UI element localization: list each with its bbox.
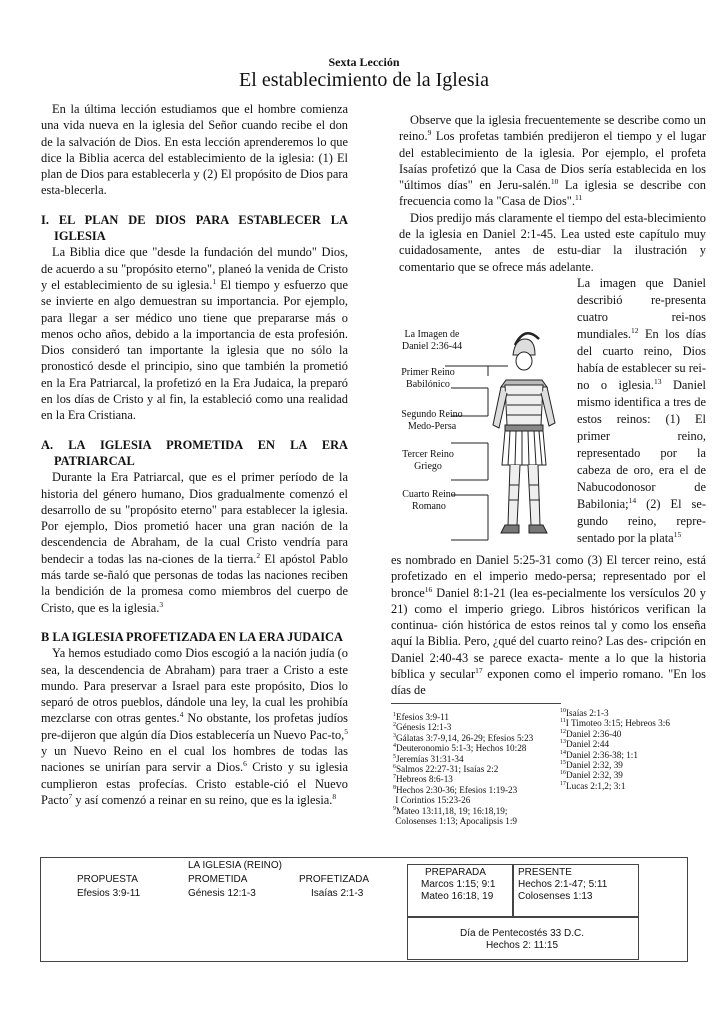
footnote-right-7: $^{17}$Lucas 2:1,2; 3:1: [560, 780, 626, 791]
page-title: El establecimiento de la Iglesia: [239, 69, 489, 91]
footnote-right-3: $^{13}$Daniel 2:44: [560, 739, 610, 750]
left-paragraph-0: En la última lección estudiamos que el hombre comienza una vida nueva en la iglesia del Señor cuando recibe el don de la salvación de Dios. En esta lección aprenderemos lo que dice la Biblia acerca del establecimiento de la iglesia: (1) El plan de Dios para establecerla y (2) El propósito de Dios para esta-blecerla.: [41, 102, 348, 198]
label-tercer-reino: [393, 449, 463, 473]
left-paragraph-2: La Biblia dice que "desde la fundación del mundo" Dios, de acuerdo a su "propósito eterno", planeó la venida de Cristo y el establecimiento de su iglesia.$^1$ El tiempo y esfuerzo que se invierte en algo demuestran su importancia. Por ejemplo, para llegar a ser médico uno tiene que prepararse más o menos ocho años, debido a la importancia de esta profesión. Dios consideró tan importante la iglesia que no sólo la pronosticó desde el principio, sino que también la prometió en la Era Patriarcal, la profetizó en la Era Judaica, la preparó en los días de Cristo y al fin, la estableció como una realidad en la Era Cristiana.: [41, 245, 348, 423]
presente-ref2: Colosenses 1:13: [518, 891, 593, 902]
timeline-heading: LA IGLESIA (REINO): [188, 860, 282, 871]
lesson-number: Sexta Lección: [328, 55, 400, 69]
label-cuarto-line2: Romano: [412, 501, 446, 512]
left-heading-5: B LA IGLESIA PROFETIZADA EN LA ERA JUDAICA: [41, 629, 343, 644]
footnotes-right: [560, 708, 710, 791]
label-imagen-line1: La Imagen de: [404, 329, 460, 340]
footnote-left-8: I Corintios 15:23-26: [393, 795, 471, 806]
footnote-right-4: $^{14}$Daniel 2:36-38; 1:1: [560, 749, 638, 760]
label-primer-line2: Babilónico: [406, 379, 450, 390]
propuesta-ref: Efesios 3:9-11: [77, 888, 141, 899]
footnote-left-1: $^2$Génesis 12:1-3: [393, 722, 452, 733]
left-paragraph-6: Ya hemos estudiado como Dios escogió a la nación judía (o sea, la descendencia de Abraham) para traer a Cristo a este mundo. Para preservar a Israel para este propósito, Dios lo separó de otros pueblos, dándole una ley, la cual les prohibía mezclarse con otras gentes.$^4$ No obstante, los profetas judíos pre-dijeron que algún día Dios establecería un Nuevo Pac-to,$^5$ y un Nuevo Reino en el cual los hombres de todas las naciones se unirían para servir a Dios.$^6$ Cristo y su iglesia cumplieron estas profecías. Cristo estable-ció el Nuevo Pacto$^7$ y así comenzó a reinar en su reino, que es la iglesia.$^8$: [41, 646, 349, 807]
footnote-left-2: $^3$Gálatas 3:7-9,14, 26-29; Efesios 5:23: [393, 732, 534, 743]
label-segundo-reino: [393, 409, 471, 433]
right-paragraph-0: Observe que la iglesia frecuentemente se describe como un reino.$^9$ Los profetas también predijeron el tiempo y el lugar del establecimiento de la iglesia. Por ejemplo, el profeta Isaías profetizó que la Casa de Dios sería establecida en los "últimos días" en Jeru-salén.$^{10}$ La iglesia se describe con frecuencia como la "Casa de Dios".$^{11}$: [399, 113, 706, 209]
footnote-right-0: $^{10}$Isaías 2:1-3: [560, 707, 609, 718]
left-paragraph-4: Durante la Era Patriarcal, que es el primer período de la historia del género humano, Dios gradualmente comenzó el desarrollo de su "propósito eterno" para establecer la iglesia. Por ejemplo, Dios prometió hacer una gran nación de la descendencia de Abraham, de la cual Cristo vendría para bendecir a todas las na-ciones de la tierra.$^2$ El apóstol Pablo más tarde se-ñaló que personas de todas las naciones reciben la bendición de la promesa como miembros del cuerpo de Cristo, que es la iglesia.$^3$: [41, 470, 348, 615]
footnotes-left: [393, 712, 568, 826]
preparada-label: PREPARADA: [425, 867, 486, 878]
profetizada-ref: Isaías 2:1-3: [311, 888, 364, 899]
footnote-left-9: $^9$Mateo 13:11,18, 19; 16:18,19;: [393, 805, 508, 816]
footnote-left-5: $^6$Salmos 22:27-31; Isaías 2:2: [393, 763, 499, 775]
footnote-left-3: $^4$Deuteronomio 5:1-3; Hechos 10:28: [393, 743, 527, 754]
prometida-ref: Génesis 12:1-3: [188, 888, 256, 899]
daniel-statue-figure: [393, 325, 576, 547]
left-column: [41, 101, 348, 808]
footnote-right-6: $^{16}$Daniel 2:32, 39: [560, 770, 623, 781]
footnote-left-4: $^5$Jeremías 31:31-34: [393, 753, 464, 764]
presente-ref1: Hechos 2:1-47; 5:11: [518, 879, 608, 890]
right-column-side: La imagen que Daniel describió re-presenta cuatro rei-nos mundiales.$^{12}$ En los días del cuarto reino, Dios había de establecer su rei-no o iglesia.$^{13}$ Daniel mismo identifica a tres de estos reinos: (1) El primer reino, representado por la cabeza de oro, era el de Nabucodonosor de Babilonia;$^{14}$ (2) El se-gundo reino, repre-sentado por la plata$^{15}$: [577, 276, 706, 545]
preparada-ref1: Marcos 1:15; 9:1: [421, 879, 496, 890]
left-heading-3: A. LA IGLESIA PROMETIDA EN LA ERA PATRIARCAL: [41, 437, 348, 468]
label-tercer-line2: Griego: [414, 461, 442, 472]
label-imagen-line2: Daniel 2:36-44: [401, 341, 463, 352]
footnote-right-2: $^{12}$Daniel 2:36-40: [560, 728, 622, 739]
timeline-table: [40, 857, 688, 962]
footnote-left-7: $^8$Hechos 2:30-36; Efesios 1:19-23: [393, 784, 518, 795]
label-imagen: [393, 329, 471, 353]
presente-label: PRESENTE: [518, 867, 572, 878]
preparada-ref2: Mateo 16:18, 19: [421, 891, 494, 902]
prometida-label: PROMETIDA: [188, 874, 248, 885]
footnote-left-0: $^1$Efesios 3:9-11: [393, 711, 449, 722]
pentecost-line1: Día de Pentecostés 33 D.C.: [460, 928, 584, 939]
right-paragraph-1: Dios predijo más claramente el tiempo del esta-blecimiento de la iglesia en Daniel 2:1-45. Lea usted este capítulo muy cuidadosamente, antes de estu-diar la ilustración y comentario que se ofrece más adelante.: [399, 210, 706, 274]
label-segundo-line2: Medo-Persa: [407, 421, 457, 432]
right-column-top: [399, 112, 706, 275]
footnote-left-10: Colosenses 1:13; Apocalipsis 1:9: [393, 816, 518, 827]
profetizada-label: PROFETIZADA: [299, 874, 370, 885]
label-primer-reino: [393, 367, 463, 391]
label-segundo-line1: Segundo Reino: [401, 409, 463, 420]
propuesta-label: PROPUESTA: [77, 874, 138, 885]
footnote-right-5: $^{15}$Daniel 2:32, 39: [560, 759, 623, 771]
footnote-left-6: $^7$Hebreos 8:6-13: [393, 774, 453, 785]
label-tercer-line1: Tercer Reino: [402, 449, 454, 460]
left-heading-1: I. EL PLAN DE DIOS PARA ESTABLECER LA IGLESIA: [41, 212, 348, 244]
footnote-right-1: $^{11}$I Timoteo 3:15; Hebreos 3:6: [560, 718, 670, 729]
label-primer-line1: Primer Reino: [401, 367, 455, 378]
right-column-bottom: es nombrado en Daniel 5:25-31 como (3) El tercer reino, está profetizado en el imperio medo-persa; representado por el bronce$^{16}$ Daniel 8:1-21 (lea es-pecialmente los versículos 20 y 21) como el imperio griego. Libros históricos verifican la continua- ción histórica de estos reinos tal y como los enseña aquí la Biblia. Pero, ¿qué del cuarto reino? Las des- cripción en Daniel 2:40-43 se parece exacta- mente a lo que la historia bíblica y secular$^{17}$ exponen como el imperio romano. "En los días de: [391, 553, 706, 698]
pentecost-line2: Hechos 2: 11:15: [485, 940, 559, 951]
label-cuarto-reino: [393, 489, 465, 513]
footnote-rule: [391, 703, 561, 704]
statue-illustration: [393, 325, 576, 547]
label-cuarto-line1: Cuarto Reino: [402, 489, 456, 500]
